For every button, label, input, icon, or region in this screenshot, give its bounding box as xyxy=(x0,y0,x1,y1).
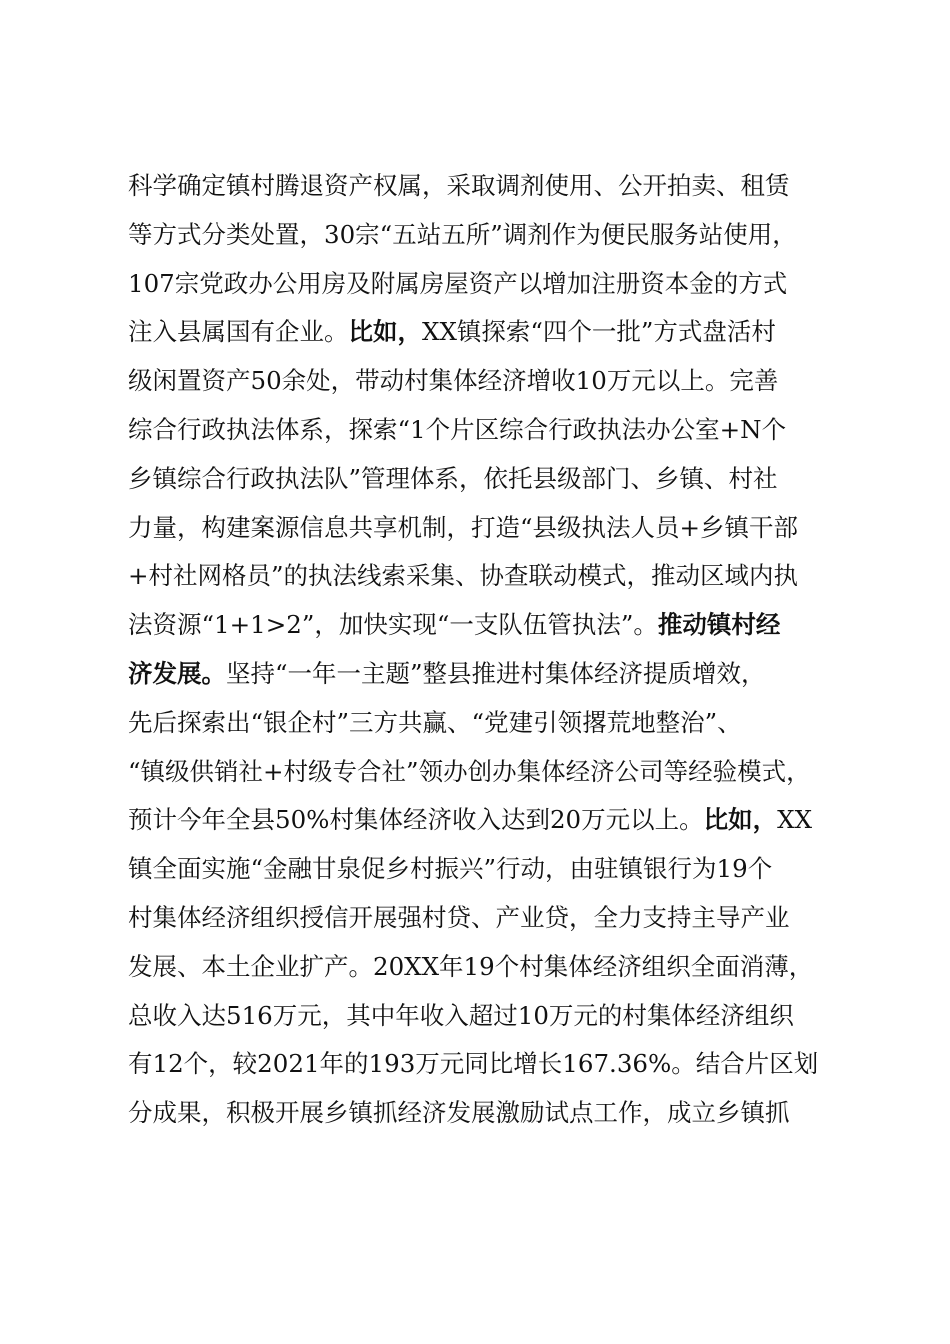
text-line xyxy=(128,1044,828,1084)
text-line xyxy=(128,264,828,304)
text-line xyxy=(128,508,828,548)
text-line xyxy=(128,556,828,596)
text-line xyxy=(128,996,828,1036)
text-segment: 分成果，积极开展乡镇抓经济发展激励试点工作，成立乡镇抓 xyxy=(128,1098,790,1128)
text-segment: 村集体经济组织授信开展强村贷、产业贷，全力支持主导产业 xyxy=(128,903,790,932)
text-line xyxy=(128,654,828,694)
bold-text-segment: 推动镇村经 xyxy=(657,610,781,640)
text-line xyxy=(128,459,828,499)
text-segment: XX xyxy=(777,805,813,835)
text-line xyxy=(128,361,828,401)
text-line xyxy=(128,605,828,645)
text-line xyxy=(128,898,828,938)
text-line xyxy=(128,166,828,206)
text-line xyxy=(128,215,828,255)
bold-text-segment: 济发展。 xyxy=(128,659,226,688)
text-line xyxy=(128,312,828,352)
text-segment: 有12个，较2021年的193万元同比增长167.36%。结合片区划 xyxy=(128,1049,819,1079)
text-segment: 综合行政执法体系，探索“1个片区综合行政执法办公室+N个 xyxy=(128,415,787,444)
text-segment: 预计今年全县50%村集体经济收入达到20万元以上。 xyxy=(128,805,704,835)
text-segment: XX镇探索“四个一批”方式盘活村 xyxy=(422,317,776,347)
text-line xyxy=(128,947,828,987)
text-segment: 发展、本土企业扩产。20XX年19个村集体经济组织全面消薄， xyxy=(128,951,814,981)
text-line xyxy=(128,849,828,889)
text-segment: 注入县属国有企业。 xyxy=(128,317,349,347)
text-line xyxy=(128,1093,828,1133)
bold-text-segment: 比如， xyxy=(703,805,778,835)
text-segment: +村社网格员”的执法线索采集、协查联动模式，推动区域内执 xyxy=(128,561,799,591)
text-line xyxy=(128,410,828,450)
text-segment: 级闲置资产50余处，带动村集体经济增收10万元以上。完善 xyxy=(128,366,779,396)
text-segment: 乡镇综合行政执法队”管理体系，依托县级部门、乡镇、村社 xyxy=(128,463,778,493)
bold-text-segment: 比如， xyxy=(348,317,422,347)
text-segment: 坚持“一年一主题”整县推进村集体经济提质增效， xyxy=(226,659,766,688)
text-segment: 法资源“1+1>2”，加快实现“一支队伍管执法”。 xyxy=(128,610,658,640)
text-line xyxy=(128,800,828,840)
text-segment: 等方式分类处置，30宗“五站五所”调剂作为便民服务站使用， xyxy=(128,219,797,249)
text-segment: “镇级供销社+村级专合社”领办创办集体经济公司等经验模式， xyxy=(128,756,811,786)
text-line xyxy=(128,752,828,792)
text-segment: 力量，构建案源信息共享机制，打造“县级执法人员+乡镇干部 xyxy=(128,512,799,542)
text-segment: 总收入达516万元，其中年收入超过10万元的村集体经济组织 xyxy=(128,1000,794,1030)
text-segment: 科学确定镇村腾退资产权属，采取调剂使用、公开拍卖、租赁 xyxy=(128,171,790,200)
text-segment: 镇全面实施“金融甘泉促乡村振兴”行动，由驻镇银行为19个 xyxy=(128,854,773,884)
text-line xyxy=(128,703,828,743)
text-segment: 先后探索出“银企村”三方共赢、“党建引领撂荒地整治”、 xyxy=(128,707,742,737)
text-segment: 107宗党政办公用房及附属房屋资产以增加注册资本金的方式 xyxy=(128,268,788,298)
